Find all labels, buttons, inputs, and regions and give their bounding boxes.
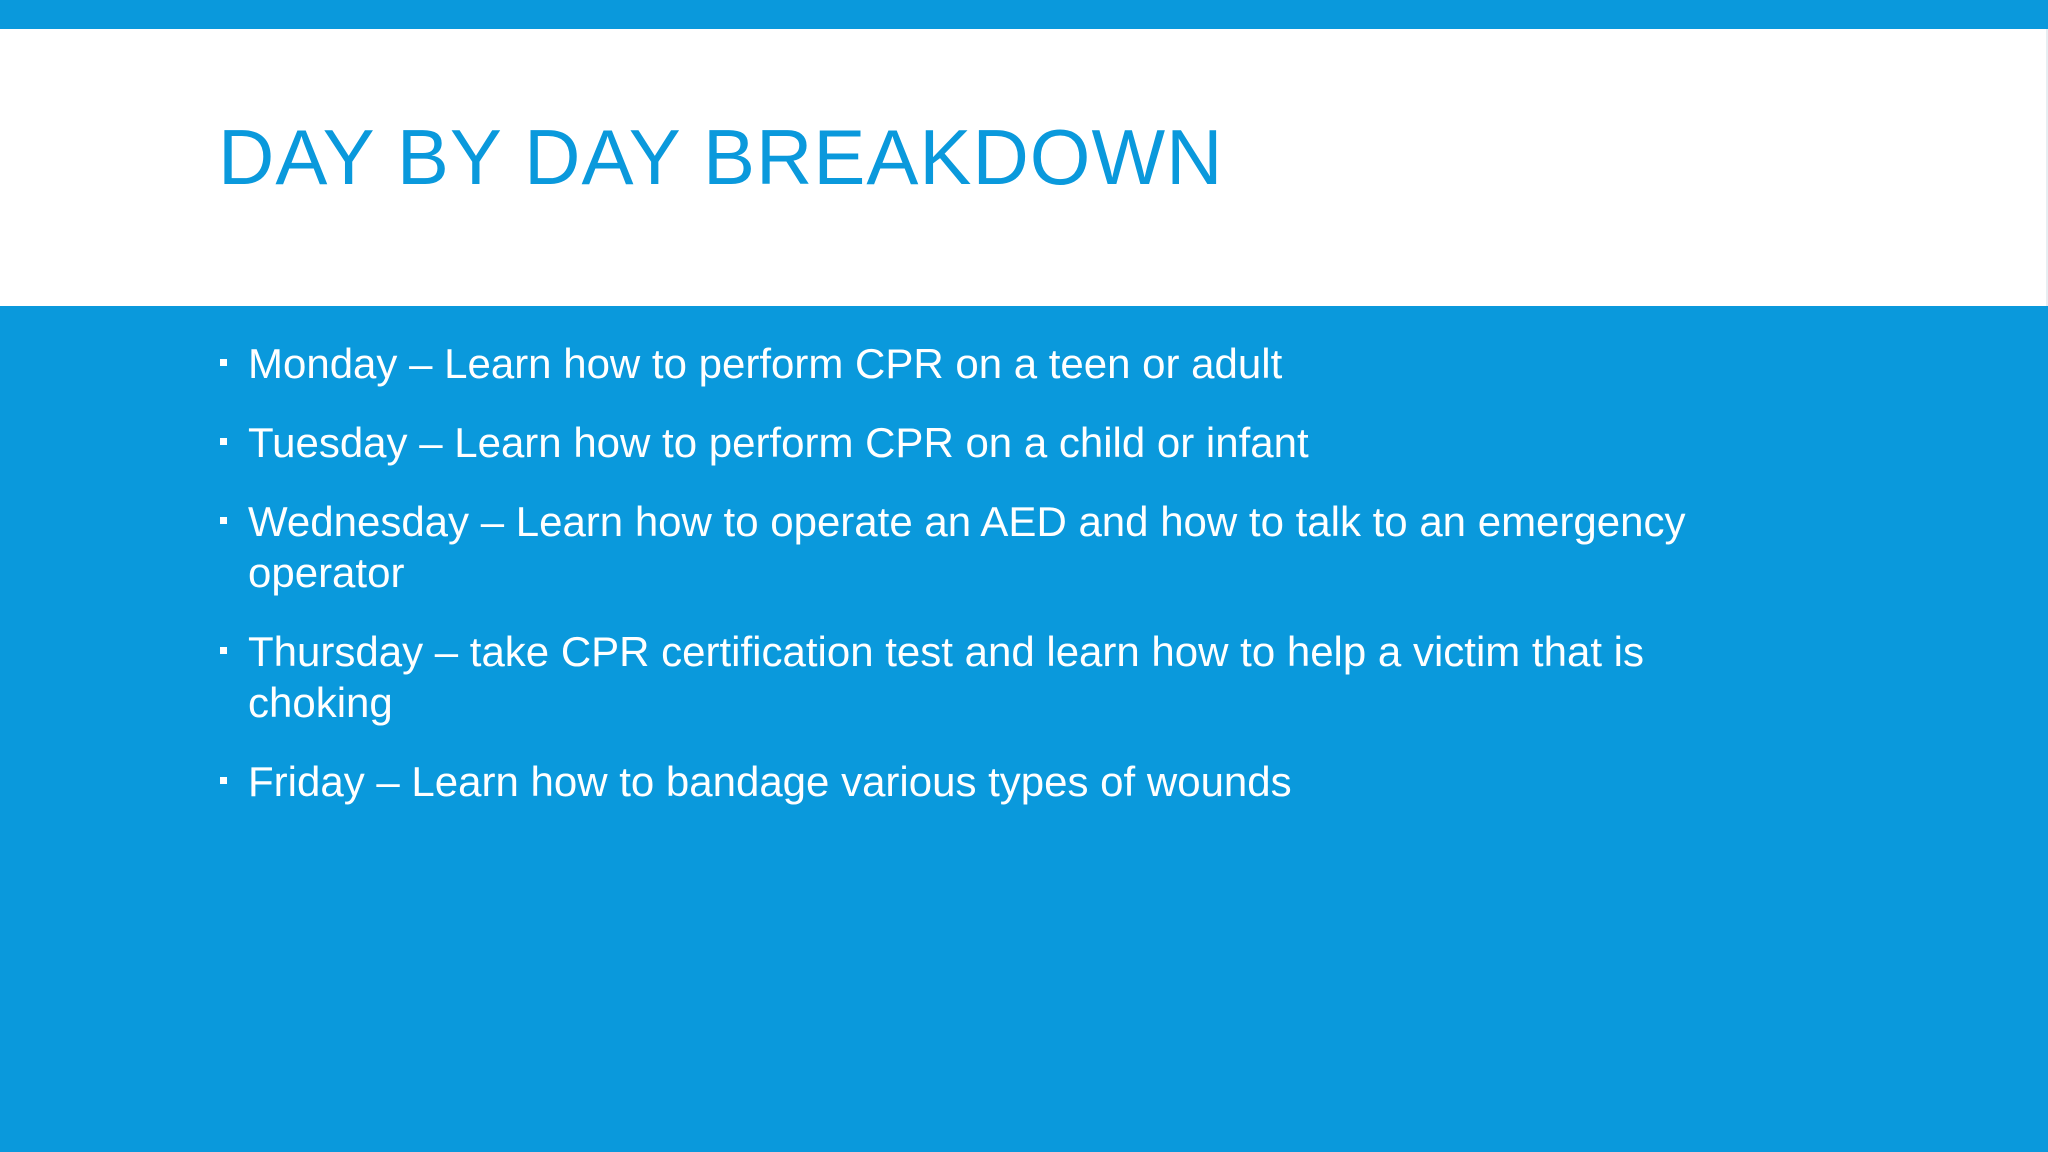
- bullet-text: Thursday – take CPR certification test and learn how to help a victim that is choking: [248, 628, 1644, 726]
- bullet-text: Wednesday – Learn how to operate an AED and how to talk to an emergency operator: [248, 498, 1686, 596]
- slide-title: DAY BY DAY BREAKDOWN: [218, 113, 1224, 201]
- square-bullet-icon: [220, 517, 227, 524]
- bullet-list: [218, 338, 1778, 835]
- square-bullet-icon: [220, 438, 227, 445]
- square-bullet-icon: [220, 647, 227, 654]
- top-accent-band: [0, 0, 2048, 29]
- bullet-item-monday: [218, 338, 1778, 389]
- bullet-item-thursday: [218, 626, 1778, 728]
- bullet-item-friday: [218, 756, 1778, 807]
- square-bullet-icon: [220, 359, 227, 366]
- bullet-text: Friday – Learn how to bandage various types of wounds: [248, 758, 1292, 805]
- bullet-item-wednesday: [218, 496, 1778, 598]
- bullet-item-tuesday: [218, 417, 1778, 468]
- square-bullet-icon: [220, 777, 227, 784]
- bullet-text: Monday – Learn how to perform CPR on a teen or adult: [248, 340, 1283, 387]
- bullet-text: Tuesday – Learn how to perform CPR on a child or infant: [248, 419, 1309, 466]
